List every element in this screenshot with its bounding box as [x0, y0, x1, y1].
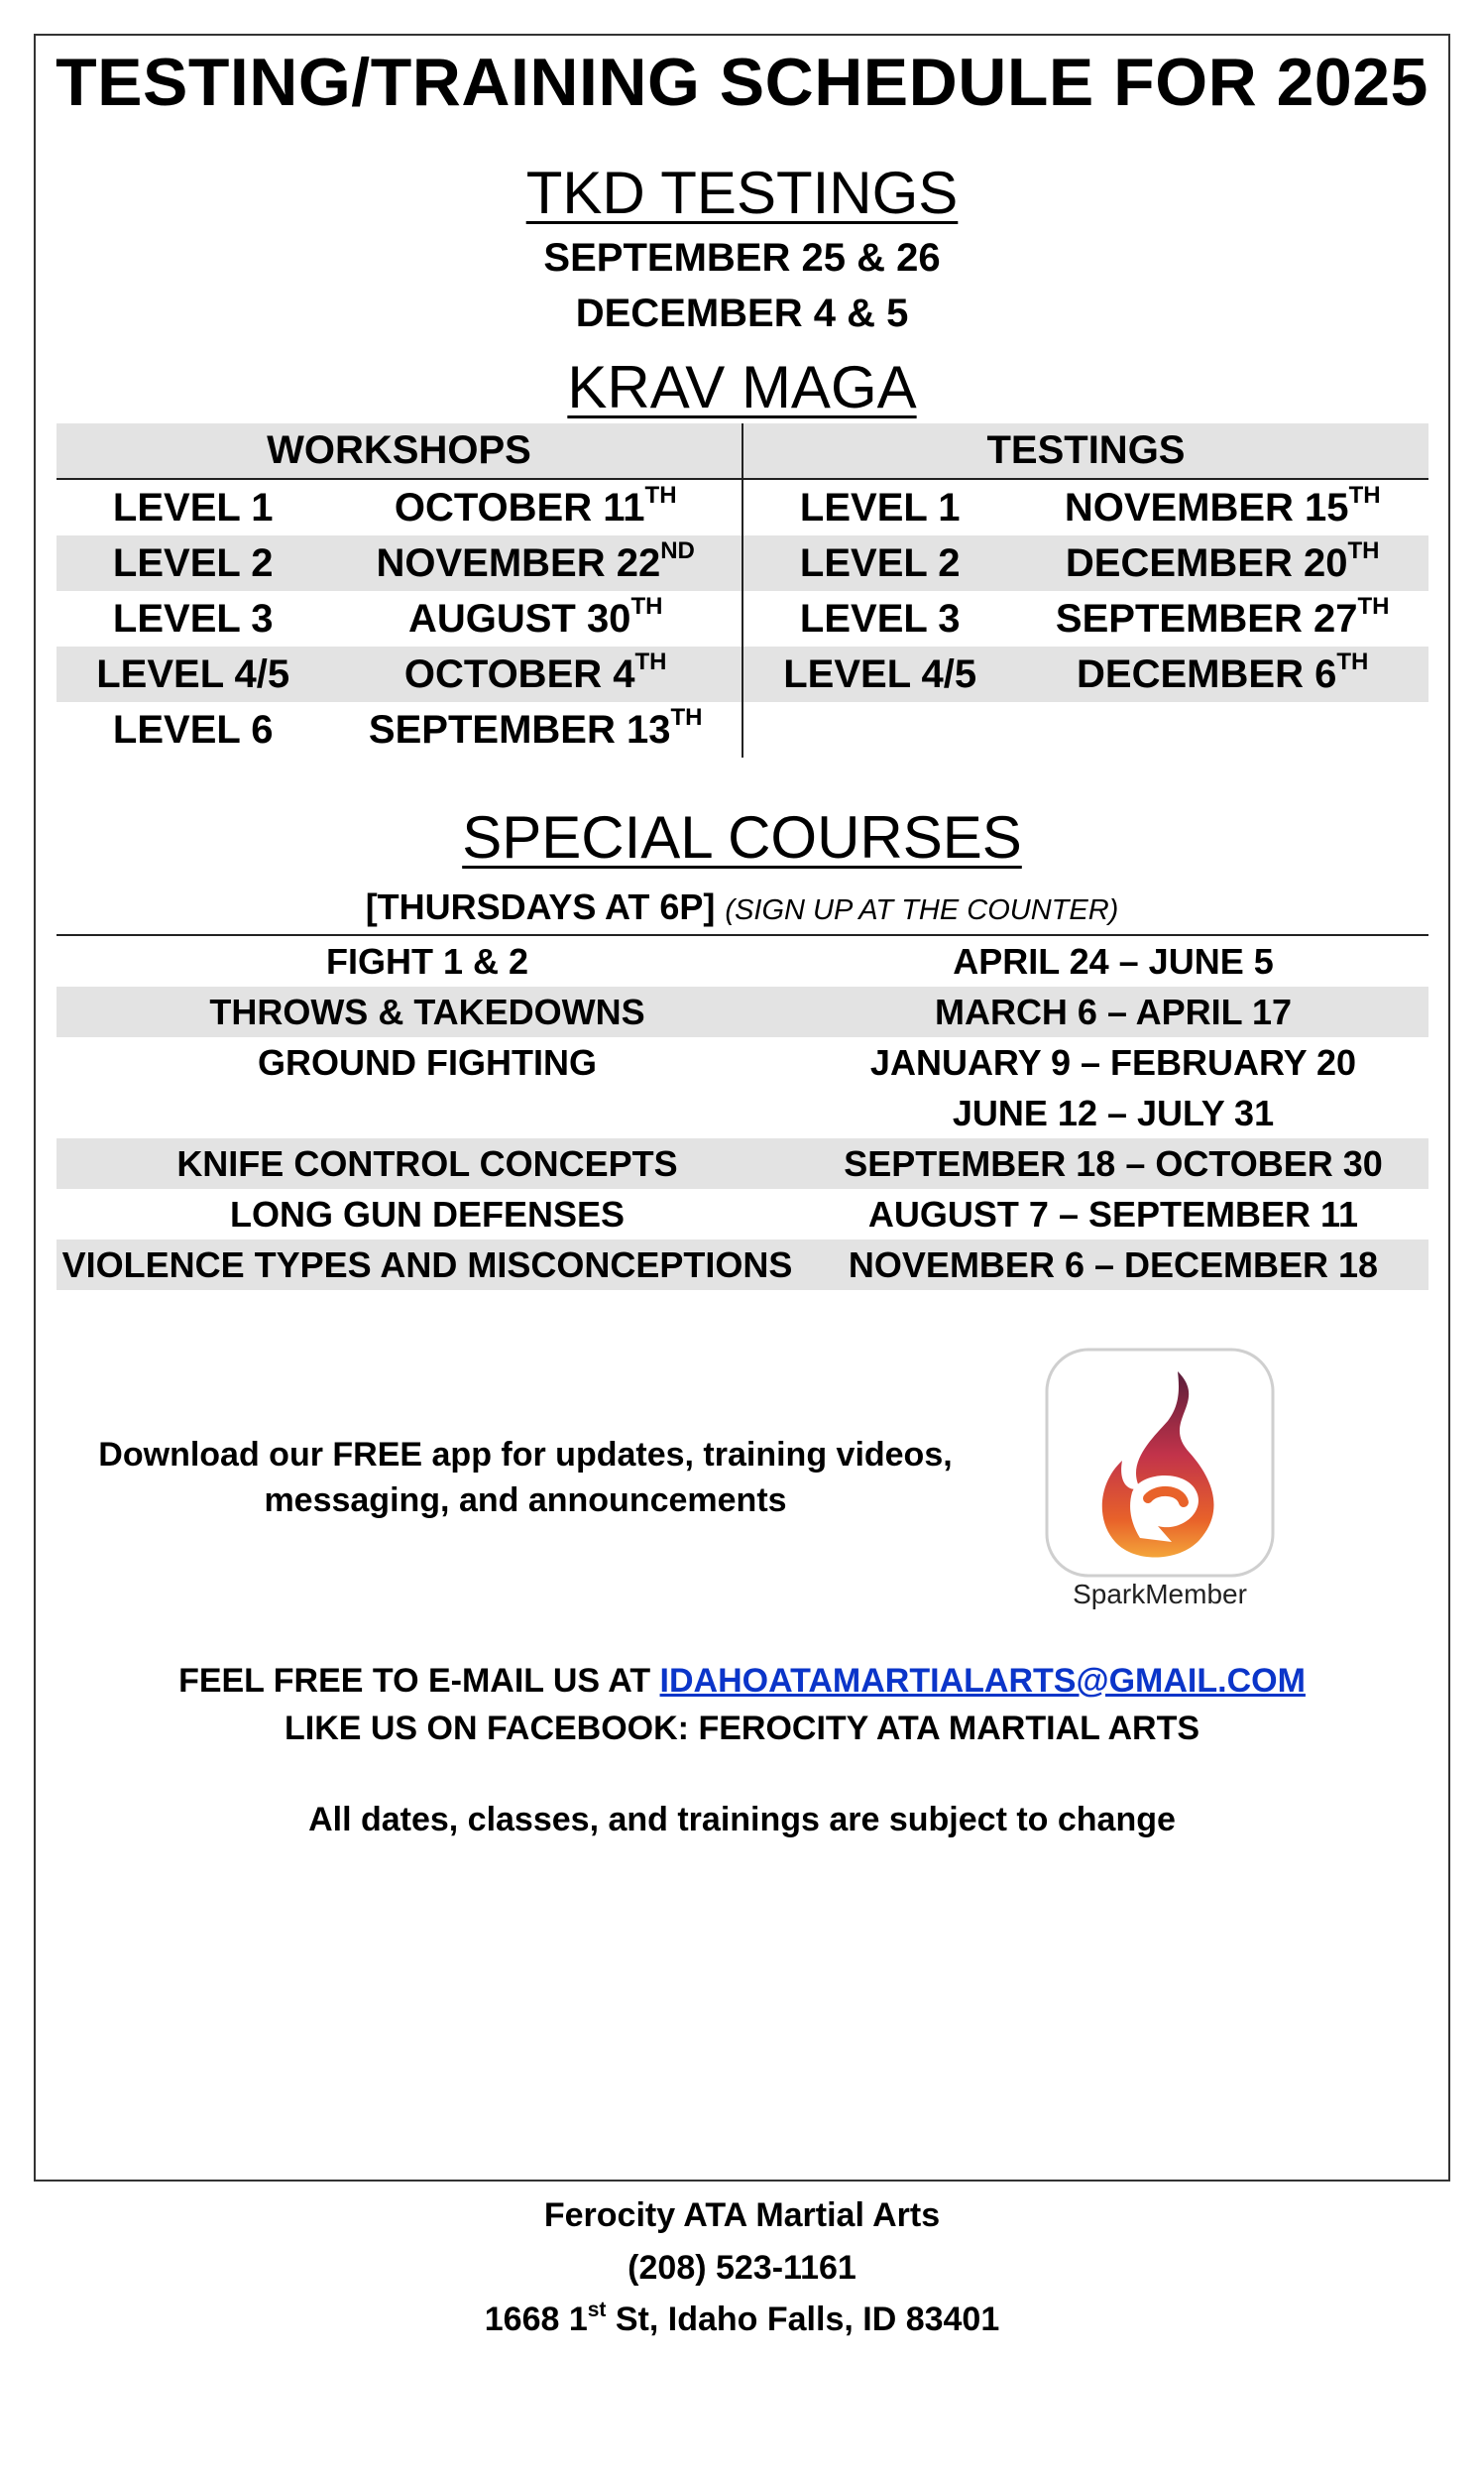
email-link[interactable]: IDAHOATAMARTIALARTS@GMAIL.COM: [659, 1662, 1306, 1700]
course-name: [57, 1088, 798, 1138]
special-courses-table: [57, 934, 1428, 1290]
empty-cell: [742, 702, 1016, 758]
workshop-level: LEVEL 3: [112, 596, 274, 641]
testing-level: LEVEL 2: [742, 535, 1016, 591]
empty-cell: [1016, 702, 1428, 758]
table-row: [57, 535, 1428, 591]
app-promo-text: Download our FREE app for updates, training videos, messaging, and announcements: [98, 1436, 953, 1519]
tkd-date: SEPTEMBER 25 & 26: [543, 236, 941, 280]
workshop-level: LEVEL 2: [57, 535, 329, 591]
schedule-note: [THURSDAYS AT 6P]: [365, 886, 716, 927]
table-row: [57, 591, 1428, 647]
workshops-header: WORKSHOPS: [57, 423, 742, 479]
testings-header: TESTINGS: [742, 423, 1428, 479]
workshop-date: NOVEMBER 22ND: [329, 535, 742, 591]
table-row: [57, 702, 1428, 758]
sparkmember-logo-icon[interactable]: [1041, 1344, 1279, 1582]
workshop-date: OCTOBER 11TH: [394, 481, 677, 530]
footer-business-name: Ferocity ATA Martial Arts: [543, 2196, 941, 2234]
special-courses-subtitle: [0, 886, 1484, 928]
workshop-level: LEVEL 6: [112, 707, 274, 752]
course-name: KNIFE CONTROL CONCEPTS: [57, 1138, 798, 1189]
course-dates: JUNE 12 – JULY 31: [952, 1092, 1275, 1133]
table-row: [57, 1189, 1428, 1240]
email-line: FEEL FREE TO E-MAIL US AT IDAHOATAMARTIALARTS@GMAIL.COM: [178, 1662, 1306, 1700]
course-dates: MARCH 6 – APRIL 17: [798, 987, 1428, 1037]
workshop-date: OCTOBER 4TH: [329, 647, 742, 702]
testing-level: LEVEL 1: [742, 479, 1016, 535]
footer-address: 1668 1st St, Idaho Falls, ID 83401: [484, 2299, 1000, 2338]
krav-maga-table: [57, 423, 1428, 758]
course-name: FIGHT 1 & 2: [325, 940, 529, 982]
testing-level: LEVEL 3: [742, 591, 1016, 647]
special-courses-heading: SPECIAL COURSES: [462, 804, 1022, 871]
tkd-date: DECEMBER 4 & 5: [575, 292, 909, 335]
page-title: TESTING/TRAINING SCHEDULE FOR 2025: [56, 45, 1428, 120]
krav-maga-heading: KRAV MAGA: [567, 354, 917, 420]
workshop-level: LEVEL 4/5: [57, 647, 329, 702]
testing-date: DECEMBER 20TH: [1016, 535, 1428, 591]
table-row: [57, 1037, 1428, 1088]
course-dates: NOVEMBER 6 – DECEMBER 18: [798, 1240, 1428, 1290]
table-row: [57, 935, 1428, 987]
testing-date: SEPTEMBER 27TH: [1055, 592, 1390, 641]
course-dates: JANUARY 9 – FEBRUARY 20: [869, 1041, 1357, 1083]
course-dates: AUGUST 7 – SEPTEMBER 11: [867, 1193, 1359, 1235]
course-name: VIOLENCE TYPES AND MISCONCEPTIONS: [57, 1240, 798, 1290]
table-row: [57, 647, 1428, 702]
workshop-date: SEPTEMBER 13TH: [368, 703, 703, 752]
course-dates: APRIL 24 – JUNE 5: [953, 940, 1274, 982]
facebook-line: LIKE US ON FACEBOOK: FEROCITY ATA MARTIAL ARTS: [284, 1710, 1200, 1747]
testing-level: LEVEL 4/5: [742, 647, 1016, 702]
course-name: THROWS & TAKEDOWNS: [57, 987, 798, 1037]
course-dates: SEPTEMBER 18 – OCTOBER 30: [798, 1138, 1428, 1189]
workshop-level: LEVEL 1: [112, 485, 274, 530]
course-name: LONG GUN DEFENSES: [229, 1193, 626, 1235]
table-row: [57, 1088, 1428, 1138]
course-name: GROUND FIGHTING: [258, 1041, 597, 1083]
workshop-date: AUGUST 30TH: [407, 592, 663, 641]
table-row: [57, 1240, 1428, 1290]
footer-phone: (208) 523-1161: [628, 2249, 856, 2287]
app-name: SparkMember: [1073, 1579, 1247, 1609]
testing-date: DECEMBER 6TH: [1016, 647, 1428, 702]
testing-date: NOVEMBER 15TH: [1064, 481, 1381, 530]
table-row: [57, 1138, 1428, 1189]
signup-note: (SIGN UP AT THE COUNTER): [725, 894, 1119, 926]
disclaimer: All dates, classes, and trainings are subject to change: [308, 1801, 1176, 1838]
tkd-heading: TKD TESTINGS: [525, 160, 959, 226]
table-row: [57, 479, 1428, 535]
table-row: [57, 987, 1428, 1037]
